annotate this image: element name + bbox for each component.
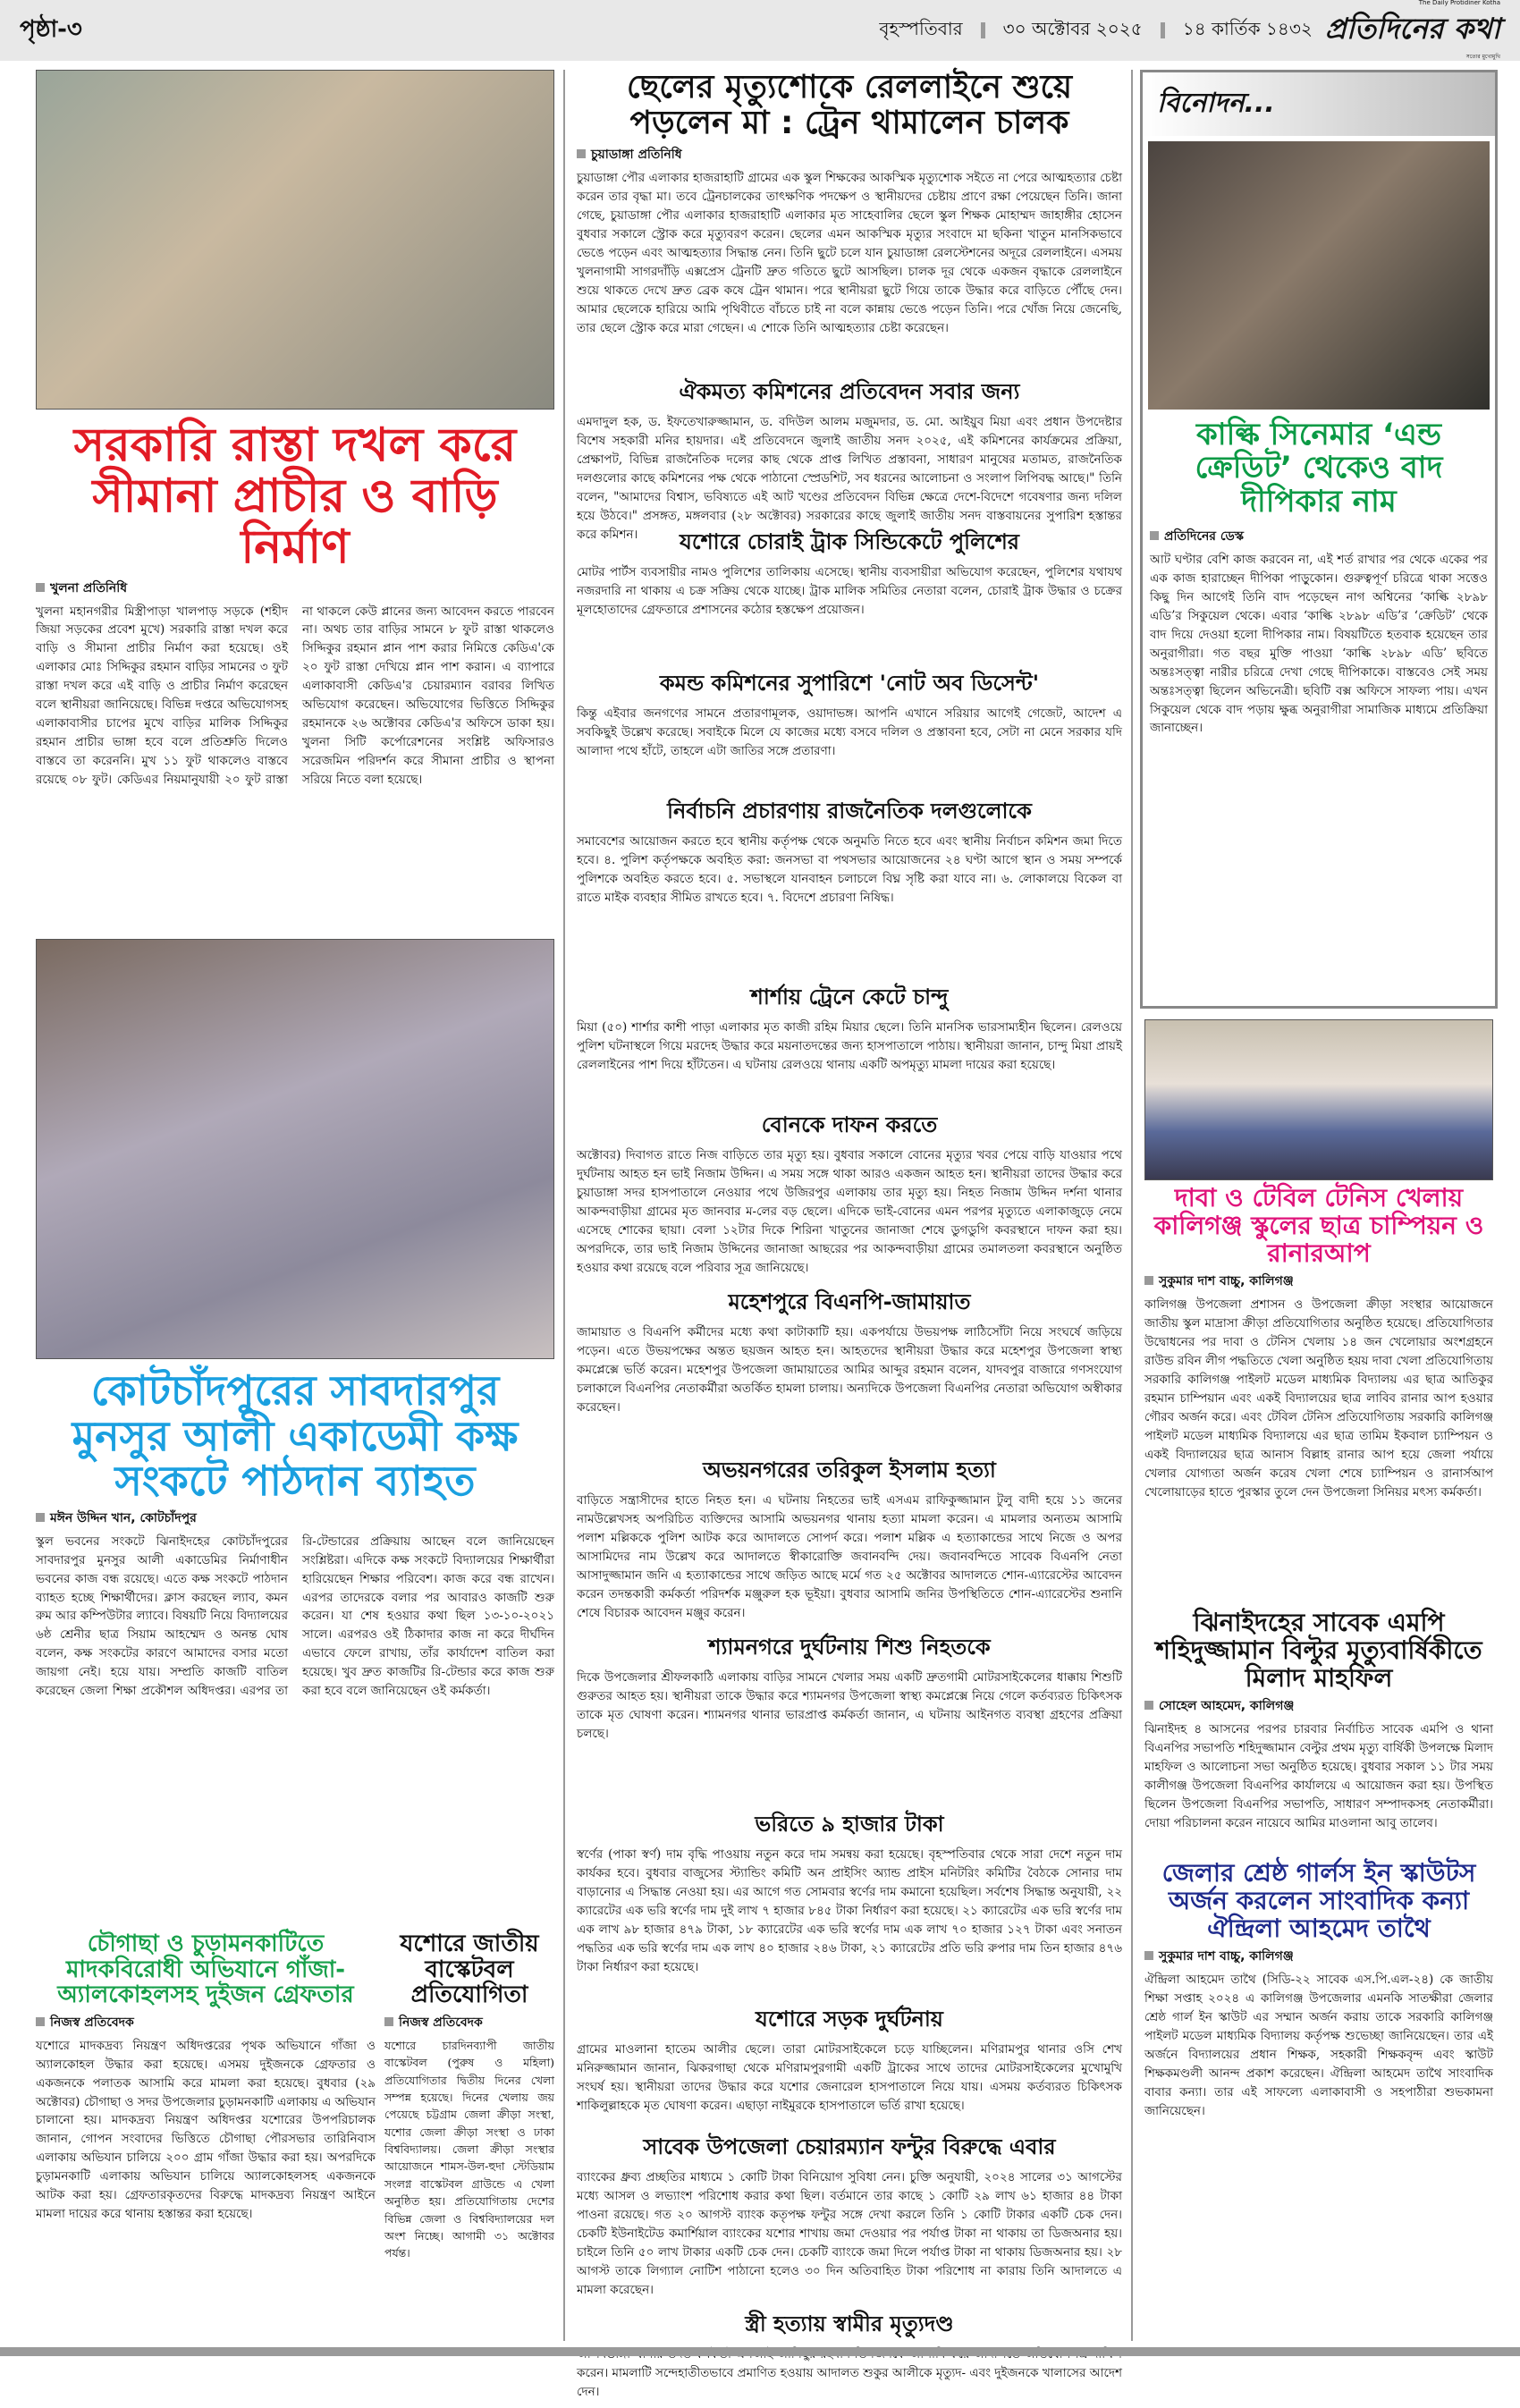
- weekday: বৃহস্পতিবার: [879, 17, 963, 39]
- subhead: কমন্ড কমিশনের সুপারিশে 'নোট অব ডিসেন্ট': [659, 671, 1040, 697]
- story-body: আট ঘণ্টার বেশি কাজ করবেন না, এই শর্ত রাখার পর থেকে একের পর এক কাজ হারাচ্ছেন দীপিকা পাড়ুকোন। গুরুত্বপূর্ণ চরিত্রে থাকা সত্তেও কিছু দিন আগেই তিনি বাদ পড়েছেন নাগ অশ্বিনের ‘কাল্কি ২৮৯৮ এডি’র সিকুয়েল থেকে। এবার ‘কাল্কি ২৮৯৮ এডি’র ‘ক্রেডিট’ থেকে বাদ দিয়ে দেওয়া হলো দীপিকার নাম। বিষয়টিতে হতবাক হয়েছেন তার অনুরাগীরা। গত বছর মুক্তি পাওয়া ‘কাল্কি ২৮৯৮ এডি’ ছবিতে অন্তঃসত্ত্বা নারীর চরিত্রে দেখা গেছে দীপিকাকে। বাস্তবেও সেই সময় অন্তঃসত্ত্বা ছিলেন অভিনেত্রী। ছবিটি বক্স অফিসে সাফল্য পায়। এখন সিকুয়েল থেকে বাদ পড়ায় ক্ষুব্ধ অনুরাগীরা সামাজিক মাধ্যমে প্রতিক্রিয়া জানাচ্ছেন।: [1150, 553, 1488, 736]
- subhead: বোনকে দাফন করতে: [761, 1112, 938, 1138]
- byline: মঈন উদ্দিন খান, কোটচাঁদপুর: [36, 1508, 554, 1529]
- subhead: ভরিতে ৯ হাজার টাকা: [755, 1812, 944, 1838]
- story-body: কালিগঞ্জ উপজেলা প্রশাসন ও উপজেলা ক্রীড়া সংস্থার আয়োজনে জাতীয় স্কুল মাদ্রাসা ক্রীড়া প্রতিযোগিতার অনুষ্ঠিত হয়েছে। প্রতিযোগিতার উদ্বোধনের পর দাবা ও টেনিস খেলায় ১৪ জন খেলোয়ার অংশগ্রহনে রাউন্ড রবিন লীগ পদ্ধতিতে খেলা অনুষ্ঠিত হয়য় দাবা খেলা প্রতিযোগিতায় সরকারি কালিগঞ্জ পাইলট মডেল মাধ্যমিক বিদ্যালয় এর ছাত্র আতিকুর রহমান চাম্পিয়ান এবং একই বিদ্যালয়ের ছাত্র লাবিব রানার আপ হওয়ার গৌরব অর্জন করে। এবং টেবিল টেনিস প্রতিযোগিতায় সরকারি কালিগঞ্জ পাইলট মডেল মাধ্যমিক বিদ্যালয়ে এর ছাত্র তামিম ইকবাল চ্যাম্পিয়ন ও একই বিদ্যালয়ের ছাত্র আনাস বিল্লাহ রানার আপ হয়ে জেলা পর্যায়ে খেলার যোগ্যতা অর্জন করেষ খেলা শেষে চ্যাম্পিয়ন ও রানার্সআপ খেলোয়াড়ের হাতে পুরস্কার তুলে দেন উপজেলা সিনিয়র মৎস্য কর্মকর্তা।: [1144, 1297, 1493, 1500]
- entertainment-box: [1140, 70, 1498, 1009]
- students-trophies-photo: [1144, 1019, 1493, 1180]
- story-body: ঝিনাইদহ ৪ আসনের পরপর চারবার নির্বাচিত সাবেক এমপি ও থানা বিএনপির সভাপতি শহিদুজ্জামান বেল্টুর প্রথম মৃত্যু বার্ষিকী উপলক্ষে মিলাদ মাহফিল ও আলোচনা সভা অনুষ্ঠিত হয়েছে। বুধবার সকাল ১১ টার সময় কালীগঞ্জ উপজেলা বিএনপির কার্যালয়ে এ আয়োজন করা হয়। উপস্থিত ছিলেন উপজেলা বিএনপির সভাপতি, সাধারণ সম্পাদকসহ নেতাকর্মীরা। দোয়া পরিচালনা করেন নায়েবে আমির মাওলানা আবু তালেব।: [1144, 1722, 1493, 1830]
- story-body: মোটর পার্টস ব্যবসায়ীর নামও পুলিশের তালিকায় এসেছে। স্থানীয় ব্যবসায়ীরা অভিযোগ করেছেন, পুলিশের যথাযথ নজরদারি না থাকায় এ চক্র সক্রিয় থেকে যাচ্ছে। ট্রাক মালিক সমিতির নেতারা বলেন, চোরাই ট্রাক উদ্ধার ও চক্রের মূলহোতাদের গ্রেফতারে প্রশাসনের কঠোর হস্তক্ষেপ প্রয়োজন।: [577, 565, 1122, 618]
- byline: চুয়াডাঙ্গা প্রতিনিধি: [577, 144, 1122, 165]
- basketball-headline: যশোরে জাতীয় বাস্কেটবল প্রতিযোগিতা: [400, 1931, 539, 2009]
- story-body: খুলনা মহানগরীর মিস্ত্রীপাড়া খালপাড় সড়কে (শহীদ জিয়া সড়কের প্রবেশ মুখে) সরকারি রাস্তা দখল করে বাড়ি ও সীমানা প্রাচীর নির্মাণ করা হয়েছে। ওই এলাকার মোঃ সিদ্দিকুর রহমান বাড়ির সামনের ৩ ফুট রাস্তা দখল করে এই বাড়ি ও প্রাচীর নির্মাণ করেছেন বলে স্থানীয়রা জানিয়েছে। বিভিন্ন দপ্তরে অভিযোগসহ এলাকাবাসীর চাপের মুখে বাড়ির মালিক সিদ্দিকুর রহমান প্রাচীর ভাঙ্গা হবে বলে প্রতিশ্রুতি দিলেও বাস্তবে তা করেননি। মুখ ১১ ফুট থাকলেও বাস্তবে রয়েছে ০৮ ফুট। কেডিএর নিয়মানুযায়ী ২০ ফুট রাস্তা না থাকলে কেউ প্লানের জন্য আবেদন করতে পারবেন না। অথচ তার বাড়ির সামনে ৮ ফুট রাস্তা থাকলেও সিদ্দিকুর রহমান প্লান পাশ করার নিমিত্তে কেডিএ'কে ২০ ফুট রাস্তা দেখিয়ে প্লান পাশ করান। এ ব্যাপারে এলাকাবাসী কেডিএ'র চেয়ারম্যান বরাবর লিখিত অভিযোগ করেছেন। অভিযোগের ভিত্তিতে সিদ্দিকুর রহমানকে ২৬ অক্টোবর কেডিএ'র অফিসে ডাকা হয়। খুলনা সিটি কর্পোরেশনের সংশ্লিষ্ট অফিসারও সরেজমিন পরিদর্শন করে সীমানা প্রাচীর ও স্থাপনা সরিয়ে নিতে বলা হয়েছে।: [36, 604, 554, 787]
- story-body: সমাবেশের আয়োজন করতে হবে স্থানীয় কর্তৃপক্ষ থেকে অনুমতি নিতে হবে এবং স্থানীয় নির্বাচন কমিশন জমা দিতে হবে। ৪. পুলিশ কর্তৃপক্ষকে অবহিত করা: জনসভা বা পথসভার আয়োজনের ২৪ ঘণ্টা আগে স্থান ও সময় সম্পর্কে পুলিশকে অবহিত করতে হবে। ৫. সভাস্থলে যানবাহন চলাচলে বিঘ্ন সৃষ্টি করা যাবে না। ৬. লোকালয়ে বিকেল বা রাতে মাইক ব্যবহার সীমিত রাখতে হবে। ৭. বিদেশে প্রচারণা নিষিদ্ধ।: [577, 834, 1122, 905]
- subhead: শ্যামনগরে দুর্ঘটনায় শিশু নিহতকে: [708, 1635, 991, 1660]
- subhead: অভয়নগরের তরিকুল ইসলাম হত্যা: [703, 1457, 996, 1483]
- story-body: চুয়াডাঙ্গা পৌর এলাকার হাজরাহাটি গ্রামের এক স্কুল শিক্ষকের আকস্মিক মৃত্যুশোক সইতে না পেরে আত্মহত্যার চেষ্টা করেন তার বৃদ্ধা মা। তবে ট্রেনচালকের তাৎক্ষণিক পদক্ষেপ ও স্থানীয়দের চেষ্টায় প্রাণে রক্ষা পেয়েছেন তিনি। জানা গেছে, চুয়াডাঙ্গা পৌর এলাকার হাজরাহাটি এলাকার মৃত সাহেবালির ছেলে স্কুল শিক্ষক মোহাম্মদ জাহাঙ্গীর হোসেন বুধবার সকালে স্ট্রোক করে মৃত্যুবরণ করেন। ছেলের এমন আকস্মিক মৃত্যুর সংবাদে মা ছকিনা খাতুন মানসিকভাবে ভেঙে পড়েন এবং আত্মহত্যার সিদ্ধান্ত নেন। তিনি ছুটে চলে যান চুয়াডাঙ্গা রেলস্টেশনের অদূরে রেললাইনে। এসময় খুলনাগামী সাগরদাঁড়ি এক্সপ্রেস ট্রেনটি দ্রুত গতিতে ছুটে আসছিল। চালক দূর থেকে একজন বৃদ্ধাকে রেললাইনে শুয়ে থাকতে দেখে দ্রুত ব্রেক কষে ট্রেন থামান। পরে স্থানীয়রা ছুটে গিয়ে তাকে উদ্ধার করে বাড়িতে পৌঁছে দেন। আমার ছেলেকে হারিয়ে আমি পৃথিবীতে বাঁচতে চাই না বলে কান্নায় ভেঙে পড়েন তিনি। পরে খোঁজ নিয়ে জেনেছি, তার ছেলে স্ট্রোক করে মারা গেছেন। এ শোকে তিনি আত্মহত্যার চেষ্টা করেছেন।: [577, 171, 1122, 335]
- story-body: মিয়া (৫০) শার্শার কাশী পাড়া এলাকার মৃত কাজী রহিম মিয়ার ছেলে। তিনি মানসিক ভারসাম্যহীন ছিলেন। রেলওয়ে পুলিশ ঘটনাস্থলে গিয়ে মরদেহ উদ্ধার করে ময়নাতদন্তের জন্য হাসপাতালে পাঠায়। স্থানীয়রা জানান, চান্দু মিয়া প্রায়ই রেললাইনের পাশ দিয়ে হাঁটতেন। এ ঘটনায় রেলওয়ে থানায় একটি অপমৃত্যু মামলা দায়ের করা হয়েছে।: [577, 1020, 1122, 1073]
- section-label: বিনোদন...: [1143, 72, 1495, 136]
- classroom-students-photo: [36, 939, 554, 1359]
- middle-column: [577, 70, 1122, 2408]
- subhead: ঐকমত্য কমিশনের প্রতিবেদন সবার জন্য: [679, 379, 1020, 405]
- rail-headline: ছেলের মৃত্যুশোকে রেললাইনে শুয়ে পড়লেন মা : ট্রেন থামালেন চালক: [626, 69, 1073, 141]
- byline: নিজস্ব প্রতিবেদক: [36, 2012, 376, 2033]
- wall-construction-photo: [36, 70, 554, 410]
- story-body: স্কুল ভবনের সংকটে ঝিনাইদহের কোটচাঁদপুরের সাবদারপুর মুনসুর আলী একাডেমির নির্মাণাধীন ভবনের কাজ বন্ধ রয়েছে। এতে কক্ষ সংকটে পাঠদান ব্যাহত হচ্ছে শিক্ষার্থীদের। ক্লাস করছেন ল্যাব, কমন রুম আর কম্পিউটার ল্যাবে। বিষয়টি নিয়ে বিদ্যালয়ের ৬ষ্ঠ শ্রেনীর ছাত্র সিয়াম আহম্মেদ ও অনন্ত ঘোষ বলেন, কক্ষ সংকটের কারণে আমাদের বসার মতো জায়গা নেই। হয়ে যায়। সম্প্রতি কাজটি বাতিল করেছেন জেলা শিক্ষা প্রকৌশল অধিদপ্তর। এরপর তা রি-টেন্ডারের প্রক্রিয়ায় আছেন বলে জানিয়েছেন সংশ্লিষ্টরা। এদিকে কক্ষ সংকটে বিদ্যালয়ের শিক্ষার্থীরা হারিয়েছেন শিক্ষার পরিবেশ। কাজ করে বন্ধ রাখেন। এরপর তাদেরকে বলার পর আবারও কাজটি শুরু করেন। যা শেষ হওয়ার কথা ছিল ১৩-১০-২০২১ সালে। এরপরও ওই ঠিকাদার কাজ না করে দীর্ঘদিন এভাবে ফেলে রাখায়, তাঁর কার্যাদেশ বাতিল করা হয়েছে। খুব দ্রুত কাজটির রি-টেন্ডার করে কাজ শুরু করা হবে বলে জানিয়েছেন ওই কর্মকর্তা।: [36, 1534, 554, 1699]
- subhead: যশোরে চোরাই ট্রাক সিন্ডিকেটে পুলিশের: [680, 529, 1019, 555]
- chess-story: [1144, 1185, 1493, 1653]
- date-gregorian: ৩০ অক্টোবর ২০২৫: [1002, 17, 1143, 39]
- byline: সোহেল আহমেদ, কালিগঞ্জ: [1144, 1695, 1493, 1717]
- byline: সুকুমার দাশ বাচ্চু, কালিগঞ্জ: [1144, 1271, 1493, 1292]
- story-body: বাড়িতে সন্ত্রাসীদের হাতে নিহত হন। এ ঘটনায় নিহতের ভাই এসএম রাফিকুজ্জামান টুলু বাদী হয়ে ১১ জনের নামউল্লেখসহ অপরিচিত ব্যক্তিদের আসামি অভয়নগর থানায় হত্যা মামলা করেন। এ মামলার অন্যতম আসামি পলাশ মল্লিককে পুলিশ আটক করে আদালতে সোপর্দ করে। পলাশ মল্লিক এ হত্যাকান্ডের সাথে নিজে ও অপর আসামিদের নাম উল্লেখ করে আদালতে স্বীকারোক্তি জবানবন্দি দেয়। জবানবন্দিতে সাবেক বিএনপি নেতা আসাদুজ্জামান জনি এ হত্যাকান্ডের সাথে জড়িত আছে মর্মে গত ২৫ অক্টোবর আদালতে শোন-এ্যারেস্টের আবেদন করেন তদন্তকারী কর্মকর্তা পরিদর্শক মঞ্জুরুল হক ভূইয়া। বুধবার আসামি জনির উপস্থিতিতে শোন-এ্যারেস্টের শুনানি শেষে বিচারক আবেদন মঞ্জুর করেন।: [577, 1493, 1122, 1620]
- column-divider: [1131, 70, 1133, 2341]
- byline: খুলনা প্রতিনিধি: [36, 578, 554, 599]
- scouts-headline: জেলার শ্রেষ্ঠ গার্লস ইন স্কাউটস অর্জন করলেন সাংবাদিক কন্যা ঐন্দ্রিলা আহমেদ তাথৈ: [1161, 1858, 1476, 1943]
- school-story: [36, 1368, 554, 1926]
- milad-story: [1144, 1610, 1493, 1881]
- school-headline: কোটচাঁদপুরের সাবদারপুর মুনসুর আলী একাডেমী কক্ষ সংকটে পাঠদান ব্যাহত: [72, 1366, 519, 1506]
- road-headline: সরকারি রাস্তা দখল করে সীমানা প্রাচীর ও বাড়ি নির্মাণ: [73, 418, 517, 575]
- scouts-story: [1144, 1860, 1493, 2346]
- story-body: ব্যাংকের ধ্রুব্য প্রচ্ছতির মাধ্যমে ১ কোটি টাকা বিনিয়োগ সুবিধা নেন। চুক্তি অনুযায়ী, ২০২৪ সালের ৩১ আগস্টের মধ্যে আসল ও লভ্যাংশ পরিশোধ করার কথা ছিল। বর্তমানে তার কাছে ১ কোটি ২৯ লাখ ৬১ হাজার ৪৪ টাকা পাওনা রয়েছে। গত ২০ আগস্ট ব্যাংক কতৃপক্ষ ফন্টুর সঙ্গে দেখা করলে তিনি ১ কোটি টাকার একটি চেক দেন। চেকটি ইউনাইটেড কমার্শিয়াল ব্যাংকের যশোর শাখায় জমা দেওয়ার পর পর্যাপ্ত টাকা না থাকায় তা ডিজঅনার হয়। চাইলে তিনি ৫০ লাখ টাকার একটি চেক দেন। চেকটি ব্যাংকে জমা দিলে পর্যাপ্ত টাকা না থাকায় ডিজঅনার হয়। ২৮ আগস্ট তাকে লিগ্যাল নোটিশ পাঠানো হলেও ৩০ দিন অতিবাহিত টাকা পরিশোধ না কারায় তিনি আদালতে এ মামলা করেছেন।: [577, 2170, 1122, 2297]
- subhead: শার্শায় ট্রেনে কেটে চান্দু: [750, 984, 949, 1010]
- page-number: পৃষ্ঠা-৩: [20, 16, 82, 43]
- newspaper-logo: The Daily Protidiner Kotha প্রতিদিনের কথা সত্যের মুখোমুখি: [1324, 0, 1500, 60]
- subhead: সাবেক উপজেলা চেয়ারম্যান ফন্টুর বিরুদ্ধে এবার: [643, 2134, 1056, 2160]
- milad-headline: ঝিনাইদহের সাবেক এমপি শহিদুজ্জামান বিল্টুর মৃত্যুবার্ষিকীতে মিলাদ মাহফিল: [1155, 1608, 1482, 1693]
- deepika-headline: কাল্কি সিনেমার ‘এন্ড ক্রেডিট’ থেকেও বাদ দীপিকার নাম: [1195, 417, 1443, 520]
- story-body: যশোরে চারদিনব্যাপী জাতীয় বাস্কেটবল (পুরুষ ও মহিলা) প্রতিযোগিতার দ্বিতীয় দিনের খেলা সম্পন্ন হয়েছে। দিনের খেলায় জয় পেয়েছে চট্টগ্রাম জেলা ক্রীড়া সংস্থা, যশোর জেলা ক্রীড়া সংস্থা ও ঢাকা বিশ্ববিদ্যালয়। জেলা ক্রীড়া সংস্থার আয়োজনে শামস-উল-হুদা স্টেডিয়াম সংলগ্ন বাস্কেটবল গ্রাউন্ডে এ খেলা অনুষ্ঠিত হয়। প্রতিযোগিতায় দেশের বিভিন্ন জেলা ও বিশ্ববিদ্যালয়ের দল অংশ নিচ্ছে। আগামী ৩১ অক্টোবর পর্যন্ত।: [384, 2038, 554, 2260]
- story-body: ঐন্দ্রিলা আহমেদ তাথৈ (সিডি-২২ সাবেক এস.পি.এল-২৪) কে জাতীয় শিক্ষা সপ্তাহ ২০২৪ এ কালিগঞ্জ উপজেলার এমনকি সাতক্ষীরা জেলার শ্রেষ্ঠ গার্ল ইন স্কাউট এর সম্মান অর্জন করায় তাকে সরকারি কালিগঞ্জ পাইলট মডেল মাধ্যমিক বিদ্যালয় কর্তৃপক্ষ শুভেচ্ছা জানিয়েছেন। তার এই অর্জনে বিদ্যালয়ের প্রধান শিক্ষক, সহকারী শিক্ষকবৃন্দ এবং স্কাউট শিক্ষকমণ্ডলী আনন্দ প্রকাশ করেছেন। ঐন্দ্রিলা আহমেদ তাথৈ সাংবাদিক বাবার কন্যা। তার এই সাফল্যে এলাকাবাসী ও সহপাঠীরা শুভকামনা জানিয়েছেন।: [1144, 1973, 1493, 2118]
- story-body: এমদাদুল হক, ড. ইফতেখারুজ্জামান, ড. বদিউল আলম মজুমদার, ড. মো. আইয়ুব মিয়া এবং প্রধান উপদেষ্টার বিশেষ সহকারী মনির হায়দার। এই প্রতিবেদনে জুলাই জাতীয় সনদ ২০২৫, এই কমিশনের কার্যক্রমের প্রক্রিয়া, প্রেক্ষাপট, বিভিন্ন রাজনৈতিক দলের কাছ থেকে প্রাপ্ত লিখিত প্রস্তাবনা, সাধারণ মানুষের মতামত, রাজনৈতিক দলগুলোর কাছে কমিশনের পক্ষ থেকে পাঠানো স্প্রেডশিট, সব ধরনের আলোচনা ও সংলাপ লিপিবদ্ধ আছে।" তিনি বলেন, "আমাদের বিশ্বাস, ভবিষ্যতে এই আট খণ্ডের প্রতিবেদন বিভিন্ন ক্ষেত্রে দেশে-বিদেশে গবেষণার জন্য দলিল হয়ে উঠবে।" প্রসঙ্গত, মঙ্গলবার (২৮ অক্টোবর) সরকারের কাছে জুলাই জাতীয় সনদ বাস্তবায়নের সুপারিশ হস্তান্তর করে কমিশন।: [577, 415, 1122, 542]
- page-header: [0, 0, 1520, 61]
- story-body: অক্টোবর) দিবাগত রাতে নিজ বাড়িতে তার মৃত্যু হয়। বুধবার সকালে বোনের মৃত্যুর খবর পেয়ে বাড়ি যাওয়ার পথে দুর্ঘটনায় আহত হন ভাই নিজাম উদ্দিন। এ সময় সঙ্গে থাকা আরও একজন আহত হন। স্থানীয়রা তাদের উদ্ধার করে চুয়াডাঙ্গা সদর হাসপাতালে নেওয়ার পথে উজিরপুর এলাকায় তার মৃত্যু হয়। নিহত নিজাম উদ্দিন দর্শনা থানার আকন্দবাড়ীয়া গ্রামের মৃত জানবার ম-লের বড় ছেলে। এদিকে ভাই-বোনের এমন পরপর মৃত্যুতে এলাকাজুড়ে নেমে এসেছে শোকের ছায়া। বেলা ১২টার দিকে শিরিনা খাতুনের জানাজা শেষে ডুগডুগি কবরস্থানে দাফন করা হয়। অপরদিকে, তার ভাই নিজাম উদ্দিনের জানাজা আছরের পর আকন্দবাড়ীয়া গ্রামের তমালতলা কবরস্থানে অনুষ্ঠিত হওয়ার কথা রয়েছে বলে পরিবার সূত্র জানিয়েছে।: [577, 1148, 1122, 1275]
- road-story: [36, 420, 554, 1018]
- story-body: দিকে উপজেলার শ্রীফলকাঠি এলাকায় বাড়ির সামনে খেলার সময় একটি দ্রুতগামী মোটরসাইকেলের ধাক্কায় শিশুটি গুরুতর আহত হয়। স্থানীয়রা তাকে উদ্ধার করে শ্যামনগর উপজেলা স্বাস্থ্য কমপ্লেক্সে নিয়ে গেলে কর্তব্যরত চিকিৎসক তাকে মৃত ঘোষণা করেন। শ্যামনগর থানার ভারপ্রাপ্ত কর্মকর্তা জানান, এ ঘটনায় আইনগত ব্যবস্থা গ্রহণের প্রক্রিয়া চলছে।: [577, 1670, 1122, 1741]
- drugs-story: [36, 1931, 376, 2377]
- story-body: কিন্তু এইবার জনগণের সামনে প্রতারণামূলক, ওয়াদাভঙ্গ। আপনি এখানে সরিয়ার আগেই গেজেট, আদেশ এ সবকিছুই উল্লেখ করেছে। সবাইকে মিলে যে কাজের মধ্যে বসবে দলিল ও প্রস্তাবনা হবে, সেটা না মেনে সরকার যদি আলাদা পথে হাঁটে, তাহলে এটা জাতির সঙ্গে প্রতারণা।: [577, 706, 1122, 759]
- story-body: গ্রামের মাওলানা হাতেম আলীর ছেলে। তারা মোটরসাইকেলে চড়ে যাচ্ছিলেন। মণিরামপুর থানার ওসি শেখ মনিরুজ্জামান জানান, ঝিকরগাছা থেকে মণিরামপুরগামী একটি ট্রাকের সাথে তাদের মোটরসাইকেলের মুখোমুখি সংঘর্ষ হয়। স্থানীয়রা তাদের উদ্ধার করে যশোর জেনারেল হাসপাতালে নিয়ে যায়। এসময় কর্তব্যরত চিকিৎসক শাকিলুল্লাহকে মৃত ঘোষণা করেন। এছাড়া নাইমুরকে হাসপাতালে ভর্তি রাখা হয়েছে।: [577, 2042, 1122, 2113]
- subhead: যশোরে সড়ক দুর্ঘটনায়: [756, 2007, 943, 2032]
- byline: প্রতিদিনের ডেস্ক: [1150, 526, 1488, 547]
- basketball-story: [384, 1931, 554, 2359]
- deepika-photo: [1148, 141, 1490, 410]
- story-body: করেন। মামলাটি সন্দেহাতীতভাবে প্রমাণিত হওয়ায় আদালত শুকুর আলীকে মৃত্যুদ- এবং দুইজনকে খালাসের আদেশ দেন।: [577, 2366, 1122, 2400]
- page-footer-rule: [0, 2347, 1520, 2356]
- byline: সুকুমার দাশ বাচ্চু, কালিগঞ্জ: [1144, 1946, 1493, 1967]
- byline: নিজস্ব প্রতিবেদক: [384, 2012, 554, 2033]
- column-divider: [563, 70, 565, 2341]
- chess-headline: দাবা ও টেবিল টেনিস খেলায় কালিগঞ্জ স্কুলের ছাত্র চাম্পিয়ন ও রানারআপ: [1153, 1183, 1484, 1268]
- subhead: মহেশপুরে বিএনপি-জামায়াত: [728, 1289, 971, 1315]
- date-bengali: ১৪ কার্তিক ১৪৩২: [1182, 17, 1313, 39]
- story-body: জামায়াত ও বিএনপি কর্মীদের মধ্যে কথা কাটাকাটি হয়। একপর্যায়ে উভয়পক্ষ লাঠিসোঁটা নিয়ে সংঘর্ষে জড়িয়ে পড়েন। এতে উভয়পক্ষের অন্তত ছয়জন আহত হন। আহতদের স্থানীয়রা উদ্ধার করে মহেশপুর উপজেলা স্বাস্থ্য কমপ্লেক্সে ভর্তি করেন। মহেশপুর উপজেলা জামায়াতের আমির আব্দুর রহমান বলেন, যাদবপুর বাজারে গণসংযোগ চলাকালে বিএনপির নেতাকর্মীরা অতর্কিত হামলা চালায়। অন্যদিকে উপজেলা বিএনপির নেতারা অভিযোগ অস্বীকার করেছেন।: [577, 1325, 1123, 1415]
- story-body: স্বর্ণের (পাকা স্বর্ণ) দাম বৃদ্ধি পাওয়ায় নতুন করে দাম সমন্বয় করা হয়েছে। বৃহস্পতিবার থেকে সারা দেশে নতুন দাম কার্যকর হবে। বুধবার বাজুসের স্ট্যান্ডিং কমিটি অন প্রাইসিং অ্যান্ড প্রাইস মনিটরিং কমিটির বৈঠকে সোনার দাম বাড়ানোর এ সিদ্ধান্ত নেওয়া হয়। এর আগে গত সোমবার স্বর্ণের দাম কমানো হয়েছিল। সর্বশেষ সিদ্ধান্ত অনুযায়ী, ২২ ক্যারেটের এক ভরি স্বর্ণের দাম দুই লাখ ৭ হাজার ৮৪৫ টাকা নির্ধারণ করা হয়েছে। ২১ ক্যারেটের এক ভরি স্বর্ণের দাম এক লাখ ৯৮ হাজার ৪৭৯ টাকা, ১৮ ক্যারেটের এক ভরি স্বর্ণের দাম এক লাখ ৭০ হাজার ১২৭ টাকা এবং সনাতন পদ্ধতির এক ভরি স্বর্ণের দাম এক লাখ ৪০ হাজার ২৪৬ টাকা, ২১ ক্যারেটের প্রতি ভরি রুপার দাম তিন হাজার ৪৭৬ টাকা নির্ধারণ করা হয়েছে।: [577, 1847, 1122, 1974]
- drugs-headline: চৌগাছা ও চুড়ামনকাটিতে মাদকবিরোধী অভিযানে গাঁজা-অ্যালকোহলসহ দুইজন গ্রেফতার: [57, 1931, 354, 2009]
- subhead: স্ত্রী হত্যায় স্বামীর মৃত্যুদণ্ড: [745, 2311, 954, 2337]
- subhead: নির্বাচনি প্রচারণায় রাজনৈতিক দলগুলোকে: [667, 798, 1032, 824]
- story-body: যশোরে মাদকদ্রব্য নিয়ন্ত্রণ অধিদপ্তরের পৃথক অভিযানে গাঁজা ও অ্যালকোহল উদ্ধার করা হয়েছে। এসময় দুইজনকে গ্রেফতার ও একজনকে পলাতক আসামি করে মামলা করা হয়েছে। বুধবার (২৯ অক্টোবর) চৌগাছা ও সদর উপজেলার চুড়ামনকাটি এলাকায় এ অভিযান চালানো হয়। মাদকদ্রব্য নিয়ন্ত্রণ অধিদপ্তর যশোরের উপপরিচালক জানান, গোপন সংবাদের ভিত্তিতে চৌগাছা পৌরসভার তারিনিবাস এলাকায় অভিযান চালিয়ে ২০০ গ্রাম গাঁজা উদ্ধার করা হয়। অপরদিকে চুড়ামনকাটি এলাকায় অভিযান চালিয়ে অ্যালকোহলসহ একজনকে আটক করা হয়। গ্রেফতারকৃতদের বিরুদ্ধে মাদকদ্রব্য নিয়ন্ত্রণ আইনে মামলা দায়ের করে থানায় হস্তান্তর করা হয়েছে।: [36, 2038, 376, 2222]
